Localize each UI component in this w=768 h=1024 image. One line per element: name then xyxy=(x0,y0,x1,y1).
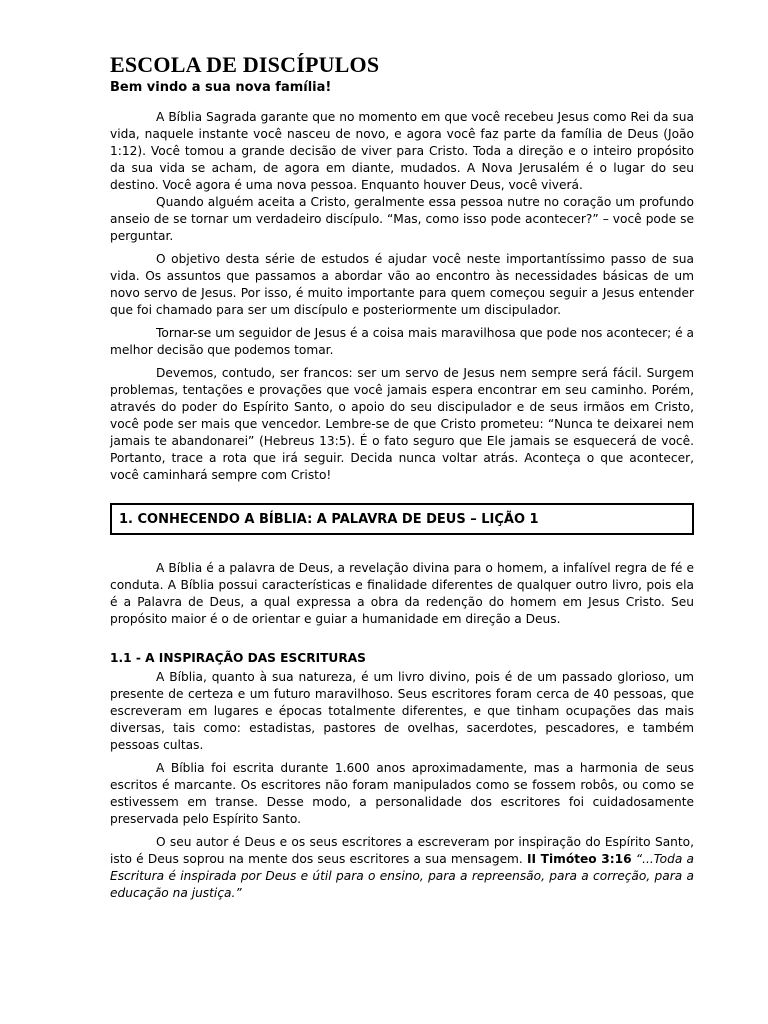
bible-quote: “...Toda a Escritura é inspirada por Deus e útil para o ensino, para a repreensão, para a correção, para a educação na justiça.” xyxy=(110,852,694,900)
section-heading-1-1: 1.1 - A INSPIRAÇÃO DAS ESCRITURAS xyxy=(110,651,366,665)
intro-paragraph-2: Quando alguém aceita a Cristo, geralmente essa pessoa nutre no coração um profundo anseio de se tornar um verdadeiro discípulo. “Mas, como isso pode acontecer?” – você pode se perguntar. xyxy=(110,195,694,243)
document-title: ESCOLA DE DISCÍPULOS xyxy=(110,52,380,77)
lesson-title-box xyxy=(110,503,694,535)
section-paragraph-1: A Bíblia, quanto à sua natureza, é um livro divino, pois é de um passado glorioso, um presente de certeza e um futuro maravilhoso. Seus escritores foram cerca de 40 pessoas, que escreveram em lugares e épocas totalmente diferentes, e que tinham ocupações das mais diversas, tais como: estadistas, pastores de ovelhas, sacerdotes, pescadores, e também pessoas cultas. xyxy=(110,670,694,752)
intro-paragraph-1: A Bíblia Sagrada garante que no momento em que você recebeu Jesus como Rei da sua vida, naquele instante você nasceu de novo, e agora você faz parte da família de Deus (João 1:12). Você tomou a grande decisão de viver para Cristo. Toda a direção e o inteiro propósito da sua vida se acham, de agora em diante, mudados. A Nova Jerusalém é o lugar do seu destino. Você agora é uma nova pessoa. Enquanto houver Deus, você viverá. xyxy=(110,110,694,192)
section-paragraph-2: A Bíblia foi escrita durante 1.600 anos aproximadamente, mas a harmonia de seus escritos é marcante. Os escritores não foram manipulados como se fossem robôs, ou como se estivessem em transe. Desse modo, a personalidade dos escritores foi cuidadosamente preservada pelo Espírito Santo. xyxy=(110,761,694,826)
intro-paragraph-4: Tornar-se um seguidor de Jesus é a coisa mais maravilhosa que pode nos acontecer; é a melhor decisão que podemos tomar. xyxy=(110,326,694,357)
intro-paragraph-5: Devemos, contudo, ser francos: ser um servo de Jesus nem sempre será fácil. Surgem problemas, tentações e provações que você jamais espera encontrar em seu caminho. Porém, através do poder do Espírito Santo, o apoio do seu discipulador e de seus irmãos em Cristo, você pode ser mais que vencedor. Lembre-se de que Cristo prometeu: “Nunca te deixarei nem jamais te abandonarei” (Hebreus 13:5). É o fato seguro que Ele jamais se esquecerá de você. Portanto, trace a rota que irá seguir. Decida nunca voltar atrás. Aconteça o que acontecer, você caminhará sempre com Cristo! xyxy=(110,366,694,482)
intro-paragraph-3: O objetivo desta série de estudos é ajudar você neste importantíssimo passo de sua vida. Os assuntos que passamos a abordar vão ao encontro às necessidades básicas de um novo servo de Jesus. Por isso, é muito importante para quem começou seguir a Jesus entender que foi chamado para ser um discípulo e posteriormente um discipulador. xyxy=(110,252,694,317)
section-paragraph-3-text: O seu autor é Deus e os seus escritores a escreveram por inspiração do Espírito Santo, isto é Deus soprou na mente dos seus escritores a sua mensagem. xyxy=(110,835,694,866)
bible-reference: II Timóteo 3:16 xyxy=(527,852,632,866)
document-subtitle: Bem vindo a sua nova família! xyxy=(110,80,332,95)
lesson-title: 1. CONHECENDO A BÍBLIA: A PALAVRA DE DEUS – LIÇÃO 1 xyxy=(119,511,539,527)
lesson-intro-paragraph: A Bíblia é a palavra de Deus, a revelação divina para o homem, a infalível regra de fé e conduta. A Bíblia possui características e finalidade diferentes de qualquer outro livro, pois ela é a Palavra de Deus, a qual expressa a obra da redenção do homem em Jesus Cristo. Seu propósito maior é o de orientar e guiar a humanidade em direção a Deus. xyxy=(110,561,694,626)
document-page xyxy=(110,52,694,902)
section-paragraph-3 xyxy=(110,834,694,902)
